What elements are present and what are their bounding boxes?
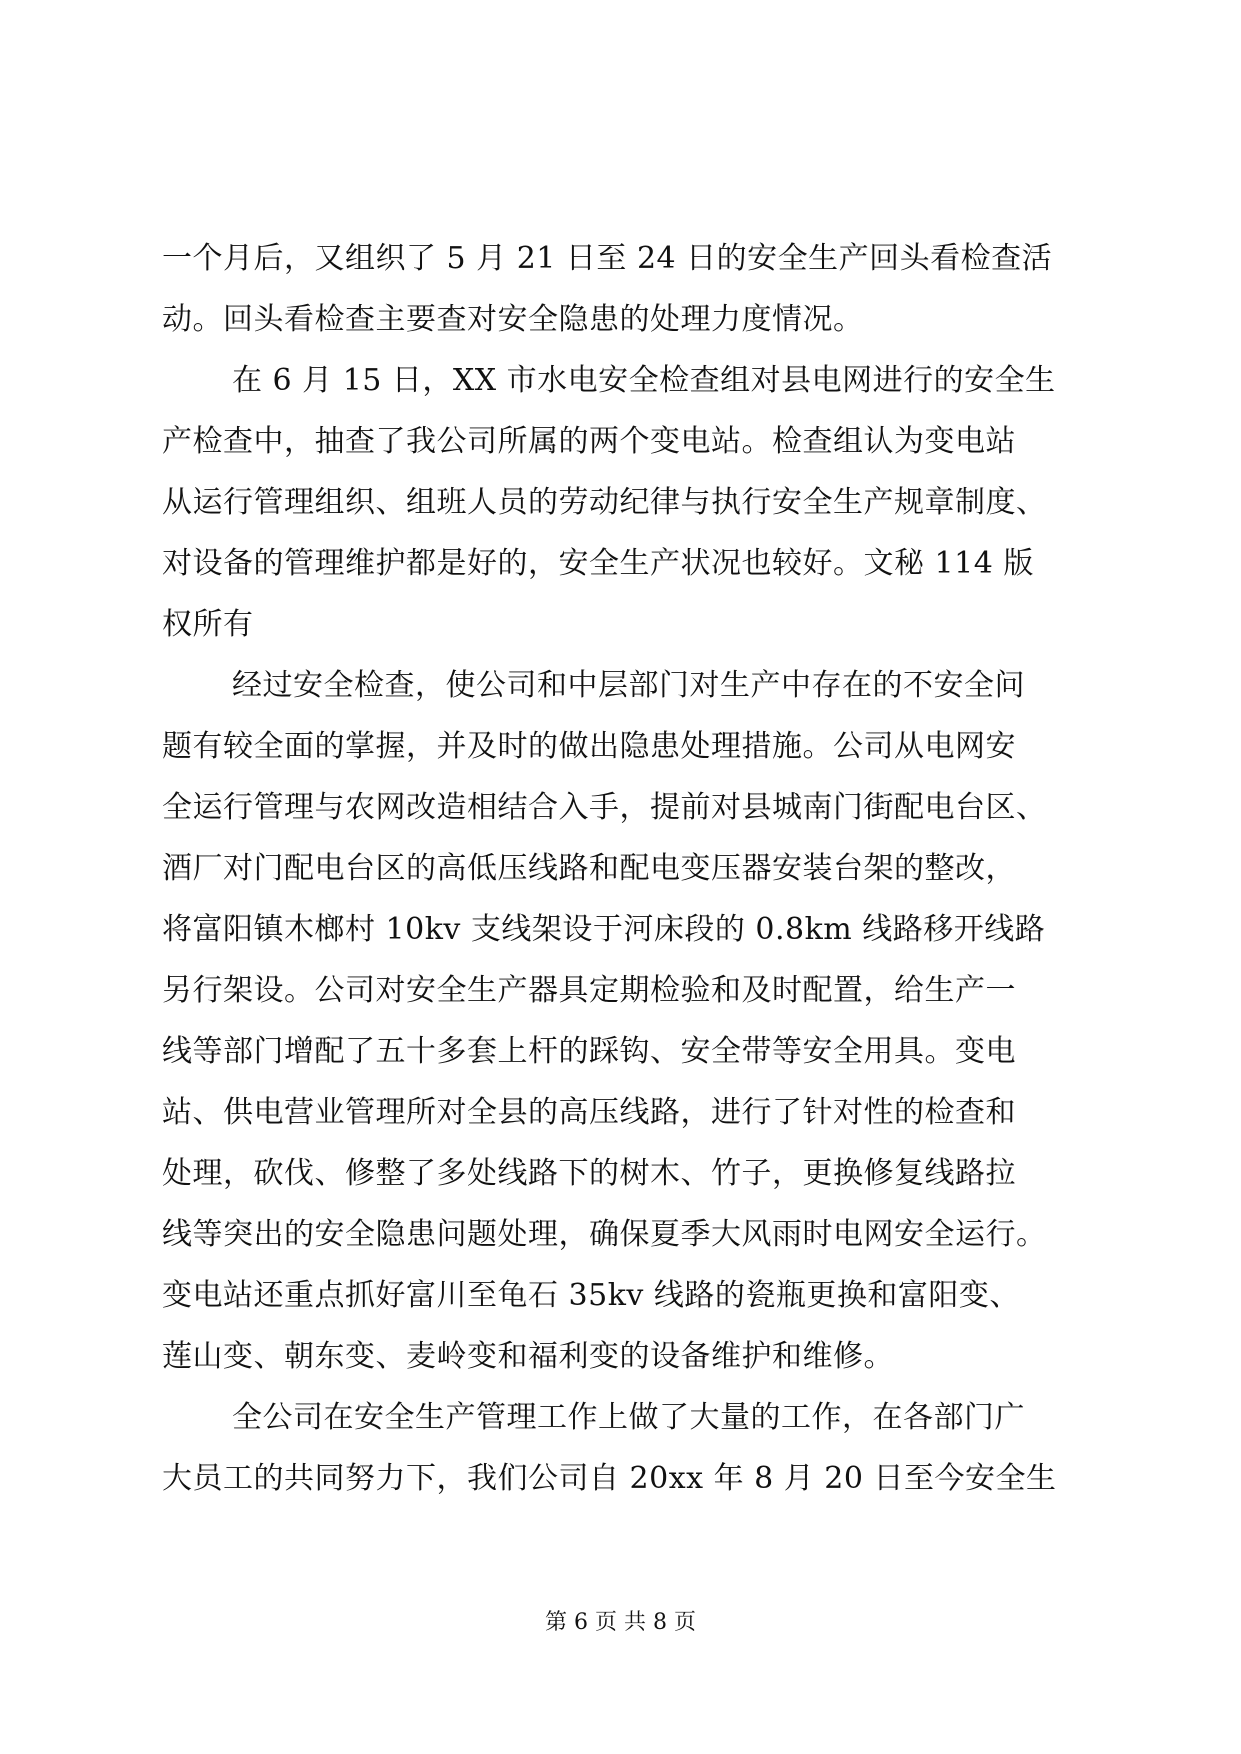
text-line: 题有较全面的掌握，并及时的做出隐患处理措施。公司从电网安 <box>162 729 1016 764</box>
paragraph-start-line: 全公司在安全生产管理工作上做了大量的工作，在各部门广 <box>232 1400 1025 1435</box>
text-line: 一个月后，又组织了 5 月 21 日至 24 日的安全生产回头看检查活 <box>162 241 1053 276</box>
text-line: 权所有 <box>162 607 254 642</box>
paragraph-start-line: 在 6 月 15 日，XX 市水电安全检查组对县电网进行的安全生 <box>232 363 1056 398</box>
text-line: 变电站还重点抓好富川至龟石 35kv 线路的瓷瓶更换和富阳变、 <box>162 1278 1020 1313</box>
text-line: 对设备的管理维护都是好的，安全生产状况也较好。文秘 114 版 <box>162 546 1034 581</box>
text-line: 线等部门增配了五十多套上杆的踩钩、安全带等安全用具。变电 <box>162 1034 1016 1069</box>
paragraph-start-line: 经过安全检查，使公司和中层部门对生产中存在的不安全问 <box>232 668 1025 703</box>
text-line: 动。回头看检查主要查对安全隐患的处理力度情况。 <box>162 302 864 337</box>
text-line: 站、供电营业管理所对全县的高压线路，进行了针对性的检查和 <box>162 1095 1016 1130</box>
page-number-footer: 第 6 页 共 8 页 <box>545 1610 696 1635</box>
text-line: 全运行管理与农网改造相结合入手，提前对县城南门街配电台区、 <box>162 790 1047 825</box>
text-line: 产检查中，抽查了我公司所属的两个变电站。检查组认为变电站 <box>162 424 1016 459</box>
text-line: 莲山变、朝东变、麦岭变和福利变的设备维护和维修。 <box>162 1339 894 1374</box>
text-line: 线等突出的安全隐患问题处理，确保夏季大风雨时电网安全运行。 <box>162 1217 1047 1252</box>
text-line: 从运行管理组织、组班人员的劳动纪律与执行安全生产规章制度、 <box>162 485 1047 520</box>
text-line: 酒厂对门配电台区的高低压线路和配电变压器安装台架的整改， <box>162 851 1016 886</box>
body-text <box>162 228 1080 1509</box>
text-line: 另行架设。公司对安全生产器具定期检验和及时配置，给生产一 <box>162 973 1016 1008</box>
text-line: 将富阳镇木榔村 10kv 支线架设于河床段的 0.8km 线路移开线路 <box>162 912 1046 947</box>
text-line: 处理，砍伐、修整了多处线路下的树木、竹子，更换修复线路拉 <box>162 1156 1016 1191</box>
text-line: 大员工的共同努力下，我们公司自 20xx 年 8 月 20 日至今安全生 <box>162 1461 1057 1496</box>
